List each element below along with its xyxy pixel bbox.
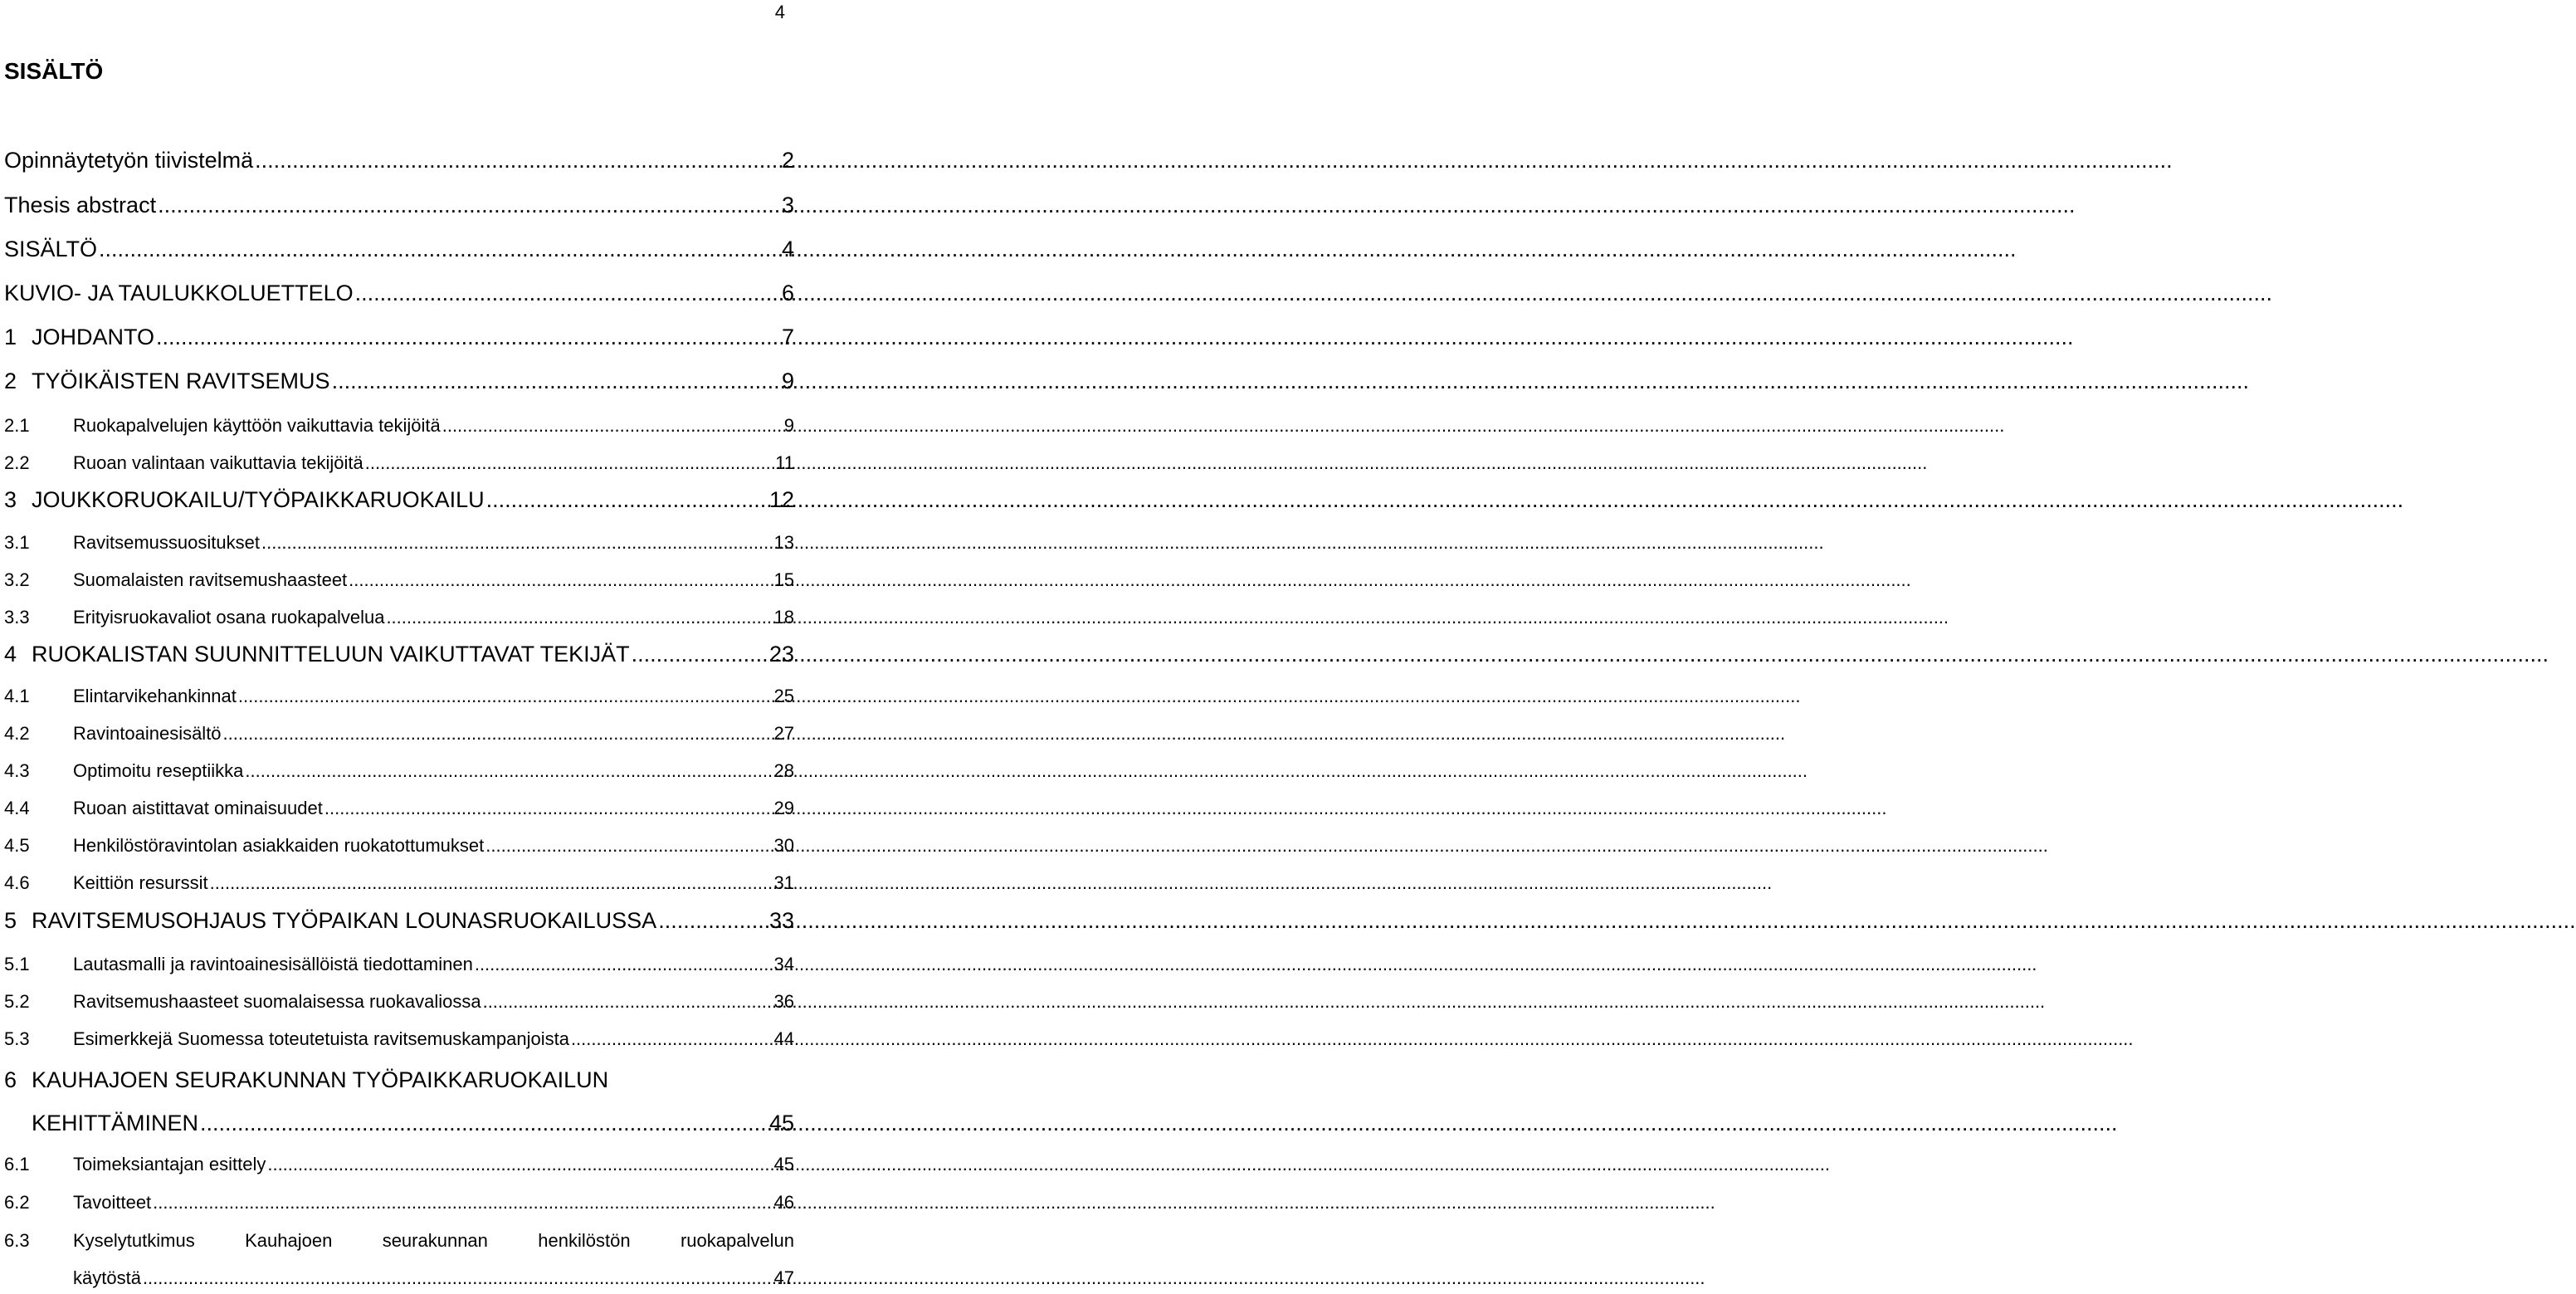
toc-entry-number: 4.1 [4, 686, 30, 706]
toc-entry-title: Optimoitu reseptiikka [73, 760, 244, 781]
toc-entry-page: 31 [773, 872, 794, 893]
toc-entry-title-continuation: KEHITTÄMINEN [32, 1111, 199, 1135]
toc-entry-title: Keittiön resurssit [73, 872, 208, 893]
toc-title-word: henkilöstön [538, 1230, 631, 1251]
toc-entry[interactable] [4, 1067, 794, 1093]
toc-entry[interactable] [4, 532, 794, 554]
toc-entry[interactable] [4, 369, 794, 394]
table-of-contents [0, 0, 797, 1294]
toc-entry-page: 15 [773, 569, 794, 590]
toc-entry-title: Thesis abstract [4, 193, 157, 217]
toc-entry-page: 7 [781, 325, 794, 349]
toc-entry-page: 3 [781, 193, 794, 217]
toc-entry[interactable] [4, 723, 794, 745]
toc-dot-leader [267, 1154, 772, 1175]
toc-entry-number: 2 [4, 369, 17, 393]
toc-dot-leader [324, 798, 773, 819]
toc-dot-leader [571, 1028, 773, 1050]
toc-dot-leader [475, 954, 773, 975]
toc-entry-page: 6 [781, 281, 794, 305]
toc-entry-page: 11 [775, 452, 794, 473]
toc-entry-page: 45 [773, 1154, 794, 1174]
toc-dot-leader [255, 148, 780, 173]
toc-entry-page: 2 [781, 148, 794, 173]
toc-dot-leader [485, 835, 772, 857]
toc-entry-page: 44 [773, 1028, 794, 1049]
toc-entry[interactable] [4, 642, 794, 667]
toc-entry-number: 5.3 [4, 1028, 30, 1049]
toc-entry-number: 3.3 [4, 607, 30, 627]
toc-title-word: Kyselytutkimus [73, 1230, 195, 1251]
toc-entry-title: Ravitsemussuositukset [73, 532, 260, 553]
toc-entry-page: 46 [773, 1192, 794, 1213]
toc-entry-title: Esimerkkejä Suomessa toteutetuista ravitsemuskampanjoista [73, 1028, 569, 1049]
toc-entry[interactable] [4, 281, 794, 306]
toc-dot-leader [210, 872, 773, 894]
toc-entry[interactable] [4, 1028, 794, 1050]
toc-entry[interactable] [4, 872, 794, 894]
toc-entry-title: Ruoan aistittavat ominaisuudet [73, 798, 323, 818]
toc-entry-title: Henkilöstöravintolan asiakkaiden ruokatottumukset [73, 835, 485, 856]
toc-entry-title: Opinnäytetyön tiivistelmä [4, 148, 254, 173]
toc-entry-continuation[interactable] [73, 1267, 794, 1289]
toc-entry-title: Tavoitteet [73, 1192, 152, 1213]
toc-entry-title: Suomalaisten ravitsemushaasteet [73, 569, 348, 590]
toc-entry-number: 4.4 [4, 798, 30, 818]
toc-entry-title: Erityisruokavaliot osana ruokapalvelua [73, 607, 385, 627]
toc-entry-page: 33 [768, 908, 794, 933]
toc-entry[interactable] [4, 991, 794, 1013]
toc-entry-title-continuation: käytöstä [73, 1267, 141, 1288]
toc-entry-title: Ruokapalvelujen käyttöön vaikuttavia tekijöitä [73, 415, 441, 436]
toc-entry-title: Ravintoainesisältö [73, 723, 222, 744]
toc-entry[interactable] [4, 835, 794, 857]
toc-entry-title: Ruoan valintaan vaikuttavia tekijöitä [73, 452, 363, 473]
toc-entry-title: Toimeksiantajan esittely [73, 1154, 266, 1174]
toc-entry[interactable] [4, 415, 794, 437]
toc-entry-page: 25 [773, 686, 794, 706]
toc-entry-title: RAVITSEMUSOHJAUS TYÖPAIKAN LOUNASRUOKAILUSSA [32, 908, 657, 933]
toc-entry-number: 4.5 [4, 835, 30, 856]
toc-entry[interactable] [4, 569, 794, 591]
toc-dot-leader [158, 193, 780, 218]
toc-entry[interactable] [4, 237, 794, 262]
toc-entry-title: SISÄLTÖ [4, 237, 98, 261]
toc-entry-number: 4.2 [4, 723, 30, 744]
toc-entry-number: 2.2 [4, 452, 30, 473]
toc-entry[interactable] [4, 607, 794, 628]
toc-dot-leader [332, 369, 780, 394]
toc-entry-number: 5.2 [4, 991, 30, 1012]
toc-entry-number: 4.3 [4, 760, 30, 781]
toc-entry-title [73, 1230, 794, 1252]
toc-dot-leader [658, 908, 768, 934]
toc-entry-page: 45 [768, 1111, 794, 1135]
toc-entry-title: JOUKKORUOKAILU/TYÖPAIKKARUOKAILU [32, 487, 485, 512]
toc-entry[interactable] [4, 1192, 794, 1213]
toc-title-word: ruokapalvelun [680, 1230, 794, 1251]
toc-dot-leader [483, 991, 773, 1013]
toc-entry-page: 28 [773, 760, 794, 781]
page-number: 4 [774, 2, 785, 22]
toc-entry-page: 29 [773, 798, 794, 818]
toc-dot-leader [632, 642, 768, 667]
toc-entry-title: Elintarvikehankinnat [73, 686, 237, 706]
toc-entry-number: 6.1 [4, 1154, 30, 1174]
toc-entry-title: Ravitsemushaasteet suomalaisessa ruokavaliossa [73, 991, 481, 1012]
toc-entry[interactable] [4, 325, 794, 350]
toc-entry-number: 4 [4, 642, 17, 667]
toc-dot-leader [200, 1111, 768, 1136]
toc-entry-page: 23 [768, 642, 794, 667]
toc-entry-page: 9 [783, 415, 794, 436]
toc-entry[interactable] [4, 954, 794, 975]
toc-dot-leader [153, 1192, 772, 1213]
toc-dot-leader [442, 415, 783, 437]
toc-entry-number: 3.2 [4, 569, 30, 590]
toc-entry-number: 5 [4, 908, 17, 933]
toc-title-word: seurakunnan [382, 1230, 488, 1251]
toc-entry-page: 27 [773, 723, 794, 744]
toc-entry-number: 6 [4, 1067, 17, 1092]
toc-dot-leader [156, 325, 780, 350]
toc-entry-number: 3 [4, 487, 17, 512]
toc-entry[interactable] [4, 193, 794, 218]
toc-entry-number: 6.3 [4, 1230, 30, 1251]
toc-dot-leader [245, 760, 772, 782]
toc-entry-page: 4 [781, 237, 794, 261]
toc-entry[interactable] [4, 487, 794, 513]
toc-dot-leader [238, 686, 773, 707]
toc-entry-page: 47 [773, 1267, 794, 1288]
toc-entry[interactable] [4, 452, 794, 474]
toc-entry[interactable] [4, 686, 794, 707]
toc-entry-continuation[interactable] [32, 1111, 794, 1136]
toc-entry-number: 6.2 [4, 1192, 30, 1213]
toc-entry-title: KAUHAJOEN SEURAKUNNAN TYÖPAIKKARUOKAILUN [32, 1067, 609, 1092]
toc-dot-leader [143, 1267, 773, 1289]
toc-entry[interactable] [4, 1230, 794, 1252]
toc-entry-page: 36 [773, 991, 794, 1012]
toc-dot-leader [261, 532, 773, 554]
toc-dot-leader [365, 452, 773, 474]
toc-entry[interactable] [4, 1154, 794, 1175]
toc-entry[interactable] [4, 798, 794, 819]
toc-entry-title: TYÖIKÄISTEN RAVITSEMUS [32, 369, 330, 393]
toc-entry-number: 1 [4, 325, 17, 349]
toc-entry-page: 9 [781, 369, 794, 393]
toc-entry[interactable] [4, 908, 794, 934]
toc-entry-page: 18 [773, 607, 794, 627]
toc-dot-leader [223, 723, 773, 745]
toc-entry-page: 12 [768, 487, 794, 512]
toc-dot-leader [386, 607, 772, 628]
toc-entry[interactable] [4, 148, 794, 173]
toc-entry-page: 30 [773, 835, 794, 856]
toc-entry[interactable] [4, 760, 794, 782]
toc-entry-number: 3.1 [4, 532, 30, 553]
toc-dot-leader [349, 569, 772, 591]
toc-entry-title: KUVIO- JA TAULUKKOLUETTELO [4, 281, 354, 305]
toc-entry-number: 2.1 [4, 415, 30, 436]
toc-entry-title: RUOKALISTAN SUUNNITTELUUN VAIKUTTAVAT TEKIJÄT [32, 642, 630, 667]
toc-entry-title: Lautasmalli ja ravintoainesisällöistä tiedottaminen [73, 954, 473, 974]
toc-dot-leader [486, 487, 768, 513]
page-title: SISÄLTÖ [4, 58, 104, 84]
toc-entry-number: 5.1 [4, 954, 30, 974]
toc-dot-leader [99, 237, 780, 262]
toc-entry-page: 13 [773, 532, 794, 553]
toc-title-word: Kauhajoen [245, 1230, 333, 1251]
toc-dot-leader [355, 281, 780, 306]
toc-entry-number: 4.6 [4, 872, 30, 893]
toc-entry-title: JOHDANTO [32, 325, 155, 349]
toc-entry-page: 34 [773, 954, 794, 974]
